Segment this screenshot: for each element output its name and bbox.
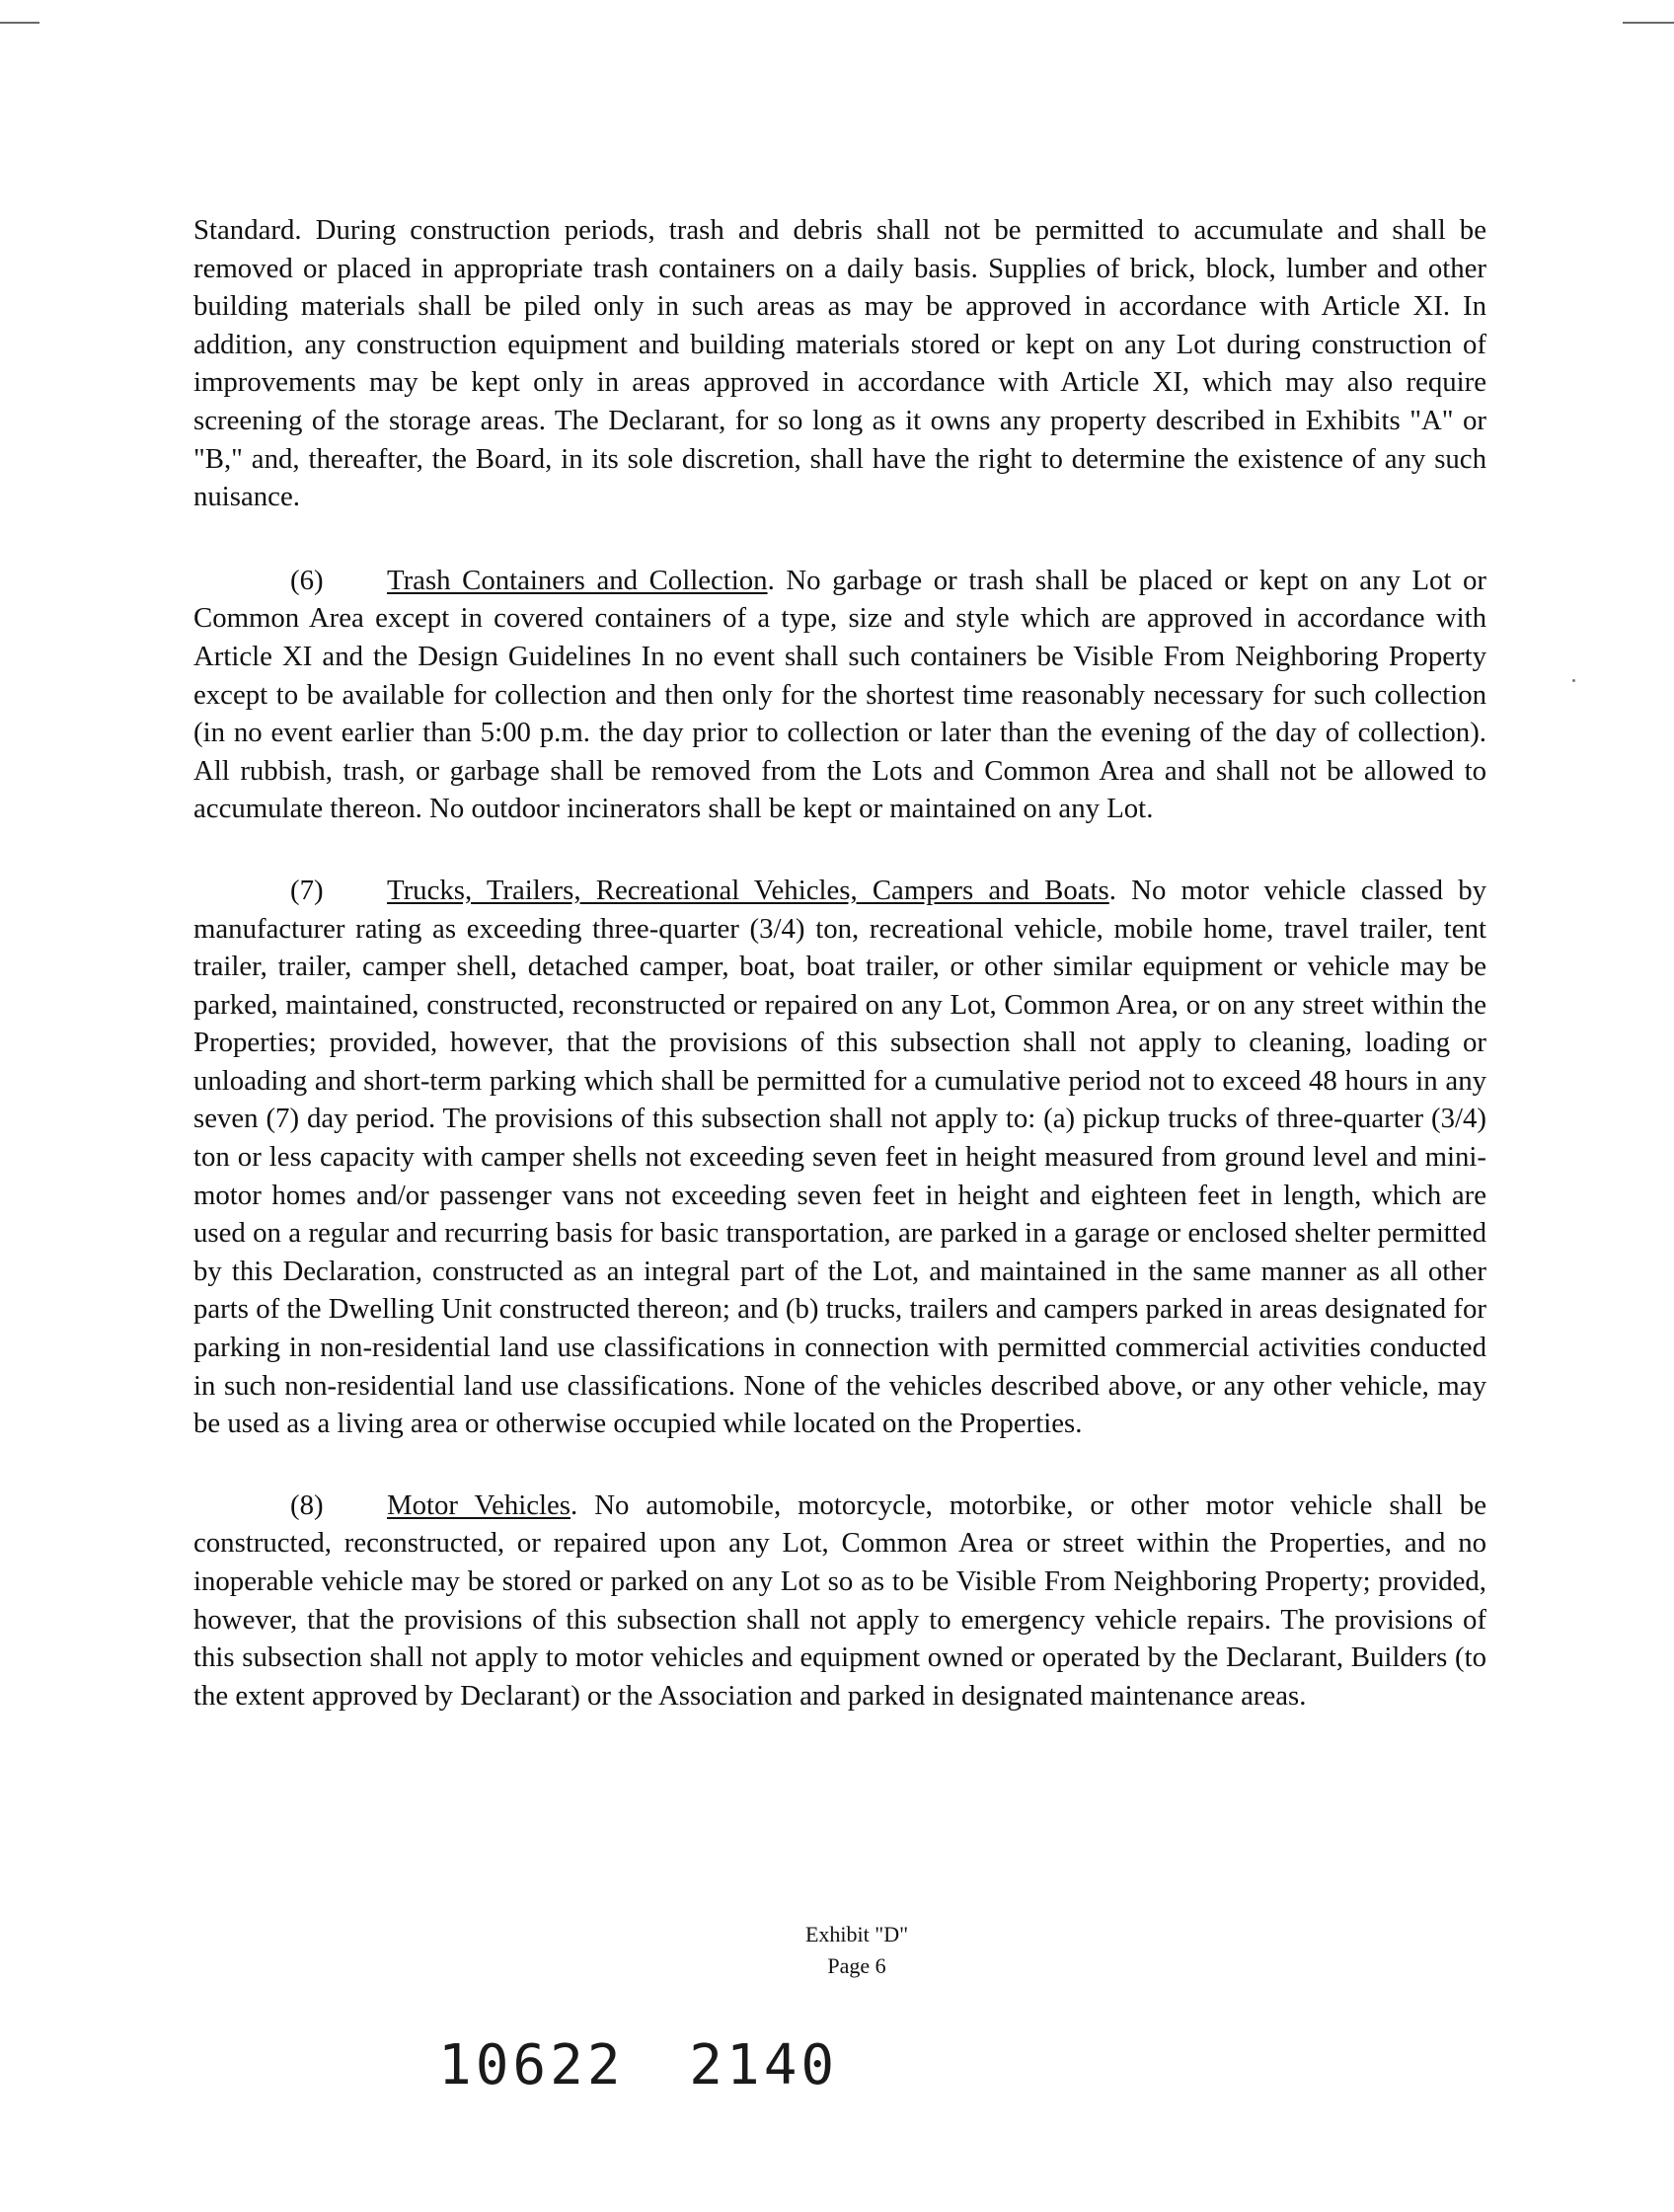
paragraph-7-heading: Trucks, Trailers, Recreational Vehicles, Campers and Boats [387,874,1109,906]
paragraph-7-text: . No motor vehicle classed by manufacturer rating as exceeding three-quarter (3/4) ton, recreational vehicle, mobile home, travel trailer, tent trailer, trailer, camper shell, detached camper, boat, boat trailer, or other similar equipment or vehicle may be parked, maintained, constructed, reconstructed or repaired on any Lot, Common Area, or on any street within the Properties; provided, however, that the provisions of this subsection shall not apply to cleaning, loading or unloading and short-term parking which shall be permitted for a cumulative period not to exceed 48 hours in any seven (7) day period. The provisions of this subsection shall not apply to: (a) pickup trucks of three-quarter (3/4) ton or less capacity with camper shells not exceeding seven feet in height measured from ground level and mini-motor homes and/or passenger vans not exceeding seven feet in height and eighteen feet in length, which are used on a regular and recurring basis for basic transportation, are parked in a garage or enclosed shelter permitted by this Declaration, constructed as an integral part of the Lot, and maintained in the same manner as all other parts of the Dwelling Unit constructed thereon; and (b) trucks, trailers and campers parked in areas designated for parking in non-residential land use classifications in connection with permitted commercial activities conducted in such non-residential land use classifications. None of the vehicles described above, or any other vehicle, may be used as a living area or otherwise occupied while located on the Properties. [193,874,1487,1440]
page-footer [0,1919,1674,1982]
scan-speck [1572,679,1575,682]
paragraph-6-heading: Trash Containers and Collection [387,564,768,596]
page-number: Page 6 [827,1953,886,1978]
paragraph-6 [193,562,1486,828]
paragraph-7-number: (7) [290,874,324,906]
paragraph-7 [193,872,1486,1443]
scan-edge-mark-right [1623,22,1674,24]
paragraph-5-text: Standard. During construction periods, trash and debris shall not be permitted to accumulate and shall be removed or placed in appropriate trash containers on a daily basis. Supplies of brick, block, lumber and other building materials shall be piled only in such areas as may be approved in accordance with Article XI. In addition, any construction equipment and building materials stored or kept on any Lot during construction of improvements may be kept only in areas approved in accordance with Article XI, which may also require screening of the storage areas. The Declarant, for so long as it owns any property described in Exhibits "A" or "B," and, thereafter, the Board, in its sole discretion, shall have the right to determine the existence of any such nuisance. [193,214,1486,513]
paragraph-8-text: . No automobile, motorcycle, motorbike, or other motor vehicle shall be constructed, reconstructed, or repaired upon any Lot, Common Area or street within the Properties, and no inoperable vehicle may be stored or parked on any Lot so as to be Visible From Neighboring Property; provided, however, that the provisions of this subsection shall not apply to emergency vehicle repairs. The provisions of this subsection shall not apply to motor vehicles and equipment owned or operated by the Declarant, Builders (to the extent approved by Declarant) or the Association and parked in designated maintenance areas. [193,1488,1486,1712]
scan-edge-mark-left [0,22,39,24]
paragraph-6-text: . No garbage or trash shall be placed or kept on any Lot or Common Area except in covered containers of a type, size and style which are approved in accordance with Article XI and the Design Guidelines In no event shall such containers be Visible From Neighboring Property except to be available for collection and then only for the shortest time reasonably necessary for such collection (in no event earlier than 5:00 p.m. the day prior to collection or later than the evening of the day of collection). All rubbish, trash, or garbage shall be removed from the Lots and Common Area and shall not be allowed to accumulate thereon. No outdoor incinerators shall be kept or maintained on any Lot. [193,564,1486,825]
paragraph-6-number: (6) [290,564,324,596]
document-body [193,211,1486,1758]
paragraph-8-heading: Motor Vehicles [387,1488,571,1521]
exhibit-label: Exhibit "D" [804,1922,909,1946]
paragraph-8-number: (8) [290,1488,324,1521]
paragraph-5-continued [193,211,1486,516]
paragraph-8 [193,1487,1486,1716]
recording-stamp-number: 10622 2140 [438,2033,839,2098]
